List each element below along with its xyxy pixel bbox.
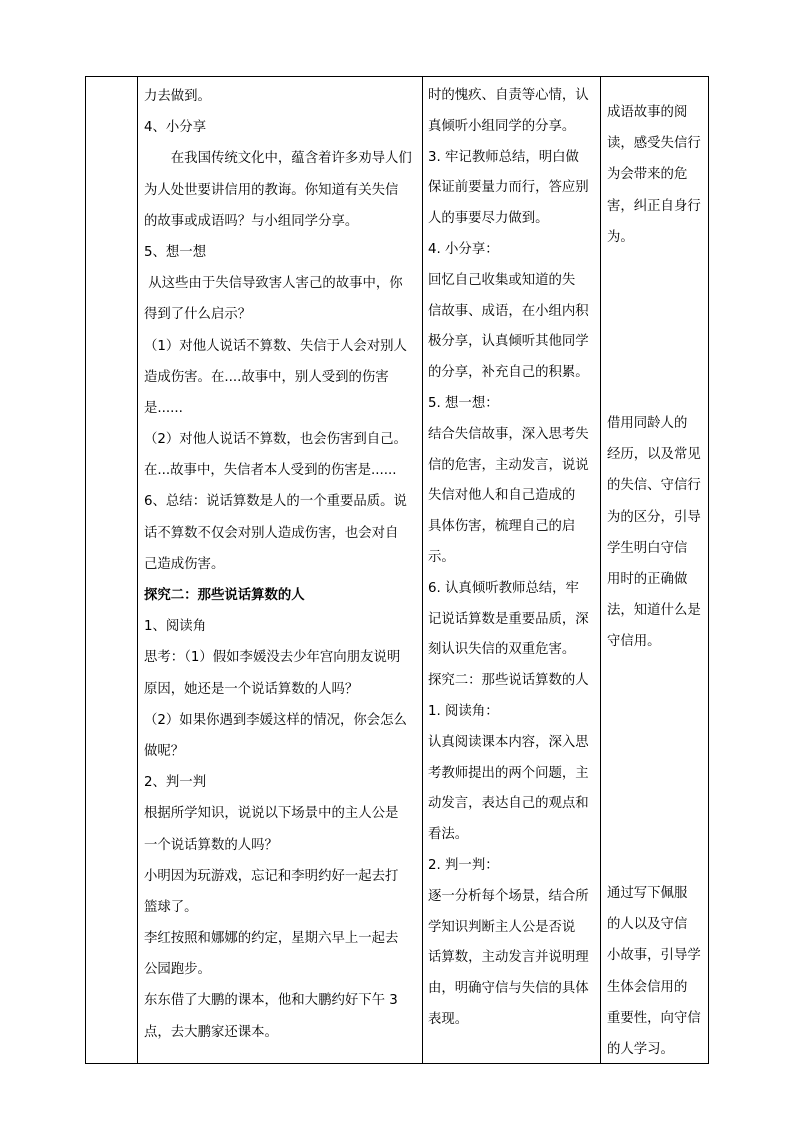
text-line: 读，感受失信行 <box>607 136 701 152</box>
text-line: 极分享，认真倾听其他同学 <box>428 334 589 350</box>
text-line: 篮球了。 <box>144 899 198 915</box>
teacher-activity-column <box>140 77 422 1048</box>
text-line: 由，明确守信与失信的具体 <box>428 981 589 997</box>
text-line: 探究二：那些说话算数的人 <box>428 673 589 689</box>
text-line: 力去做到。 <box>144 89 211 104</box>
text-line: 刻认识失信的双重危害。 <box>428 642 576 658</box>
text-line: 学知识判断主人公是否说 <box>428 919 576 935</box>
text-line: 人的事要尽力做到。 <box>428 211 549 227</box>
text-line: 的人以及守信 <box>607 917 688 933</box>
text-line: 动发言，表达自己的观点和 <box>428 796 589 812</box>
text-line: 做呢？ <box>144 743 185 759</box>
section-heading: 探究二：那些说话算数的人 <box>144 588 305 603</box>
text-line: （2）对他人说话不算数，也会伤害到自己。 <box>144 432 407 448</box>
text-line: （1）对他人说话不算数、失信于人会对别人 <box>144 338 407 354</box>
text-line: 学生明白守信 <box>607 540 688 556</box>
text-line: 从这些由于失信导致害人害己的故事中，你 <box>144 276 403 292</box>
text-line: 话算数，主动发言并说明理 <box>428 950 589 966</box>
text-line: 在我国传统文化中，蕴含着许多劝导人们 <box>170 151 412 167</box>
design-intent-block-1 <box>607 97 701 253</box>
text-line: 公园跑步。 <box>144 962 211 978</box>
text-line: 是...... <box>144 400 183 416</box>
text-line: 思考：（1）假如李媛没去少年宫向朋友说明 <box>144 650 401 666</box>
text-line: 时的愧疚、自责等心情，认 <box>428 88 589 103</box>
text-line: 5. 想一想： <box>428 395 499 411</box>
text-line: 根据所学知识，说说以下场景中的主人公是 <box>144 806 399 822</box>
text-line: 造成伤害。在....故事中，别人受到的伤害 <box>144 369 389 385</box>
text-line: 李红按照和娜娜的约定，星期六早上一起去 <box>144 931 399 947</box>
design-intent-block-2 <box>607 408 701 658</box>
text-line: （2）如果你遇到李媛这样的情况，你会怎么 <box>144 712 407 728</box>
text-line: 示。 <box>428 549 455 565</box>
text-line: 的分享，补充自己的积累。 <box>428 365 589 381</box>
text-line: 重要性，向守信 <box>607 1010 701 1026</box>
text-line: 的失信、守信行 <box>607 478 701 494</box>
text-line: 信的危害，主动发言，说说 <box>428 457 589 473</box>
text-line: 的故事或成语吗？与小组同学分享。 <box>144 213 359 229</box>
text-line: 认真阅读课本内容，深入思 <box>428 734 589 750</box>
text-line: 4、小分享 <box>144 120 207 136</box>
text-line: 借用同龄人的 <box>607 416 688 431</box>
text-line: 原因，她还是一个说话算数的人吗？ <box>144 681 359 697</box>
text-line: 4. 小分享： <box>428 241 499 257</box>
text-line: 信故事、成语，在小组内积 <box>428 303 589 319</box>
text-line: 6. 认真倾听教师总结，牢 <box>428 580 579 596</box>
text-line: 看法。 <box>428 827 469 843</box>
text-line: 真倾听小组同学的分享。 <box>428 118 576 134</box>
text-line: 1. 阅读角： <box>428 703 499 719</box>
text-line: 经历，以及常见 <box>607 447 701 463</box>
text-line: 记说话算数是重要品质，深 <box>428 611 589 627</box>
text-line: 1、阅读角 <box>144 619 207 635</box>
column-divider-3 <box>600 77 601 1063</box>
text-line: 话不算数不仅会对别人造成伤害，也会对自 <box>144 525 399 541</box>
text-line: 成语故事的阅 <box>607 105 688 120</box>
text-line: 3. 牢记教师总结，明白做 <box>428 149 579 165</box>
text-line: 为。 <box>607 229 634 245</box>
text-line: 通过写下佩服 <box>607 886 688 901</box>
lesson-plan-table <box>85 76 709 1064</box>
text-line: 6、总结：说话算数是人的一个重要品质。说 <box>144 494 407 510</box>
text-line: 小故事，引导学 <box>607 948 701 964</box>
text-line: 得到了什么启示？ <box>144 307 252 323</box>
text-line: 法，知道什么是 <box>607 603 701 619</box>
text-line: 保证前要量力而行，答应别 <box>428 180 589 196</box>
text-line: 具体伤害，梳理自己的启 <box>428 519 576 535</box>
column-divider-2 <box>422 77 423 1063</box>
text-line: 点，去大鹏家还课本。 <box>144 1024 278 1040</box>
text-line: 守信用。 <box>607 634 661 650</box>
text-line: 考教师提出的两个问题，主 <box>428 765 589 781</box>
text-line: 逐一分析每个场景，结合所 <box>428 888 589 904</box>
text-line: 用时的正确做 <box>607 571 688 587</box>
text-line: 表现。 <box>428 1011 469 1027</box>
text-line: 小明因为玩游戏，忘记和李明约好一起去打 <box>144 868 399 884</box>
text-line: 为人处世要讲信用的教诲。你知道有关失信 <box>144 182 399 198</box>
text-line: 2. 判一判： <box>428 857 499 873</box>
text-line: 己造成伤害。 <box>144 556 225 572</box>
column-divider-1 <box>137 77 138 1063</box>
text-line: 为会带来的危 <box>607 167 688 183</box>
student-activity-column <box>424 77 600 1036</box>
text-line: 5、想一想 <box>144 244 207 260</box>
text-line: 生体会信用的 <box>607 979 688 995</box>
text-line: 东东借了大鹏的课本，他和大鹏约好下午 3 <box>144 993 398 1009</box>
text-line: 害，纠正自身行 <box>607 198 701 214</box>
text-line: 失信对他人和自己造成的 <box>428 488 576 504</box>
text-line: 在...故事中，失信者本人受到的伤害是...... <box>144 463 397 479</box>
design-intent-block-3 <box>607 878 701 1065</box>
text-line: 结合失信故事，深入思考失 <box>428 426 589 442</box>
text-line: 的人学习。 <box>607 1041 674 1057</box>
text-line: 一个说话算数的人吗？ <box>144 837 278 853</box>
text-line: 2、判一判 <box>144 775 207 791</box>
text-line: 为的区分，引导 <box>607 509 701 525</box>
text-line: 回忆自己收集或知道的失 <box>428 272 576 288</box>
